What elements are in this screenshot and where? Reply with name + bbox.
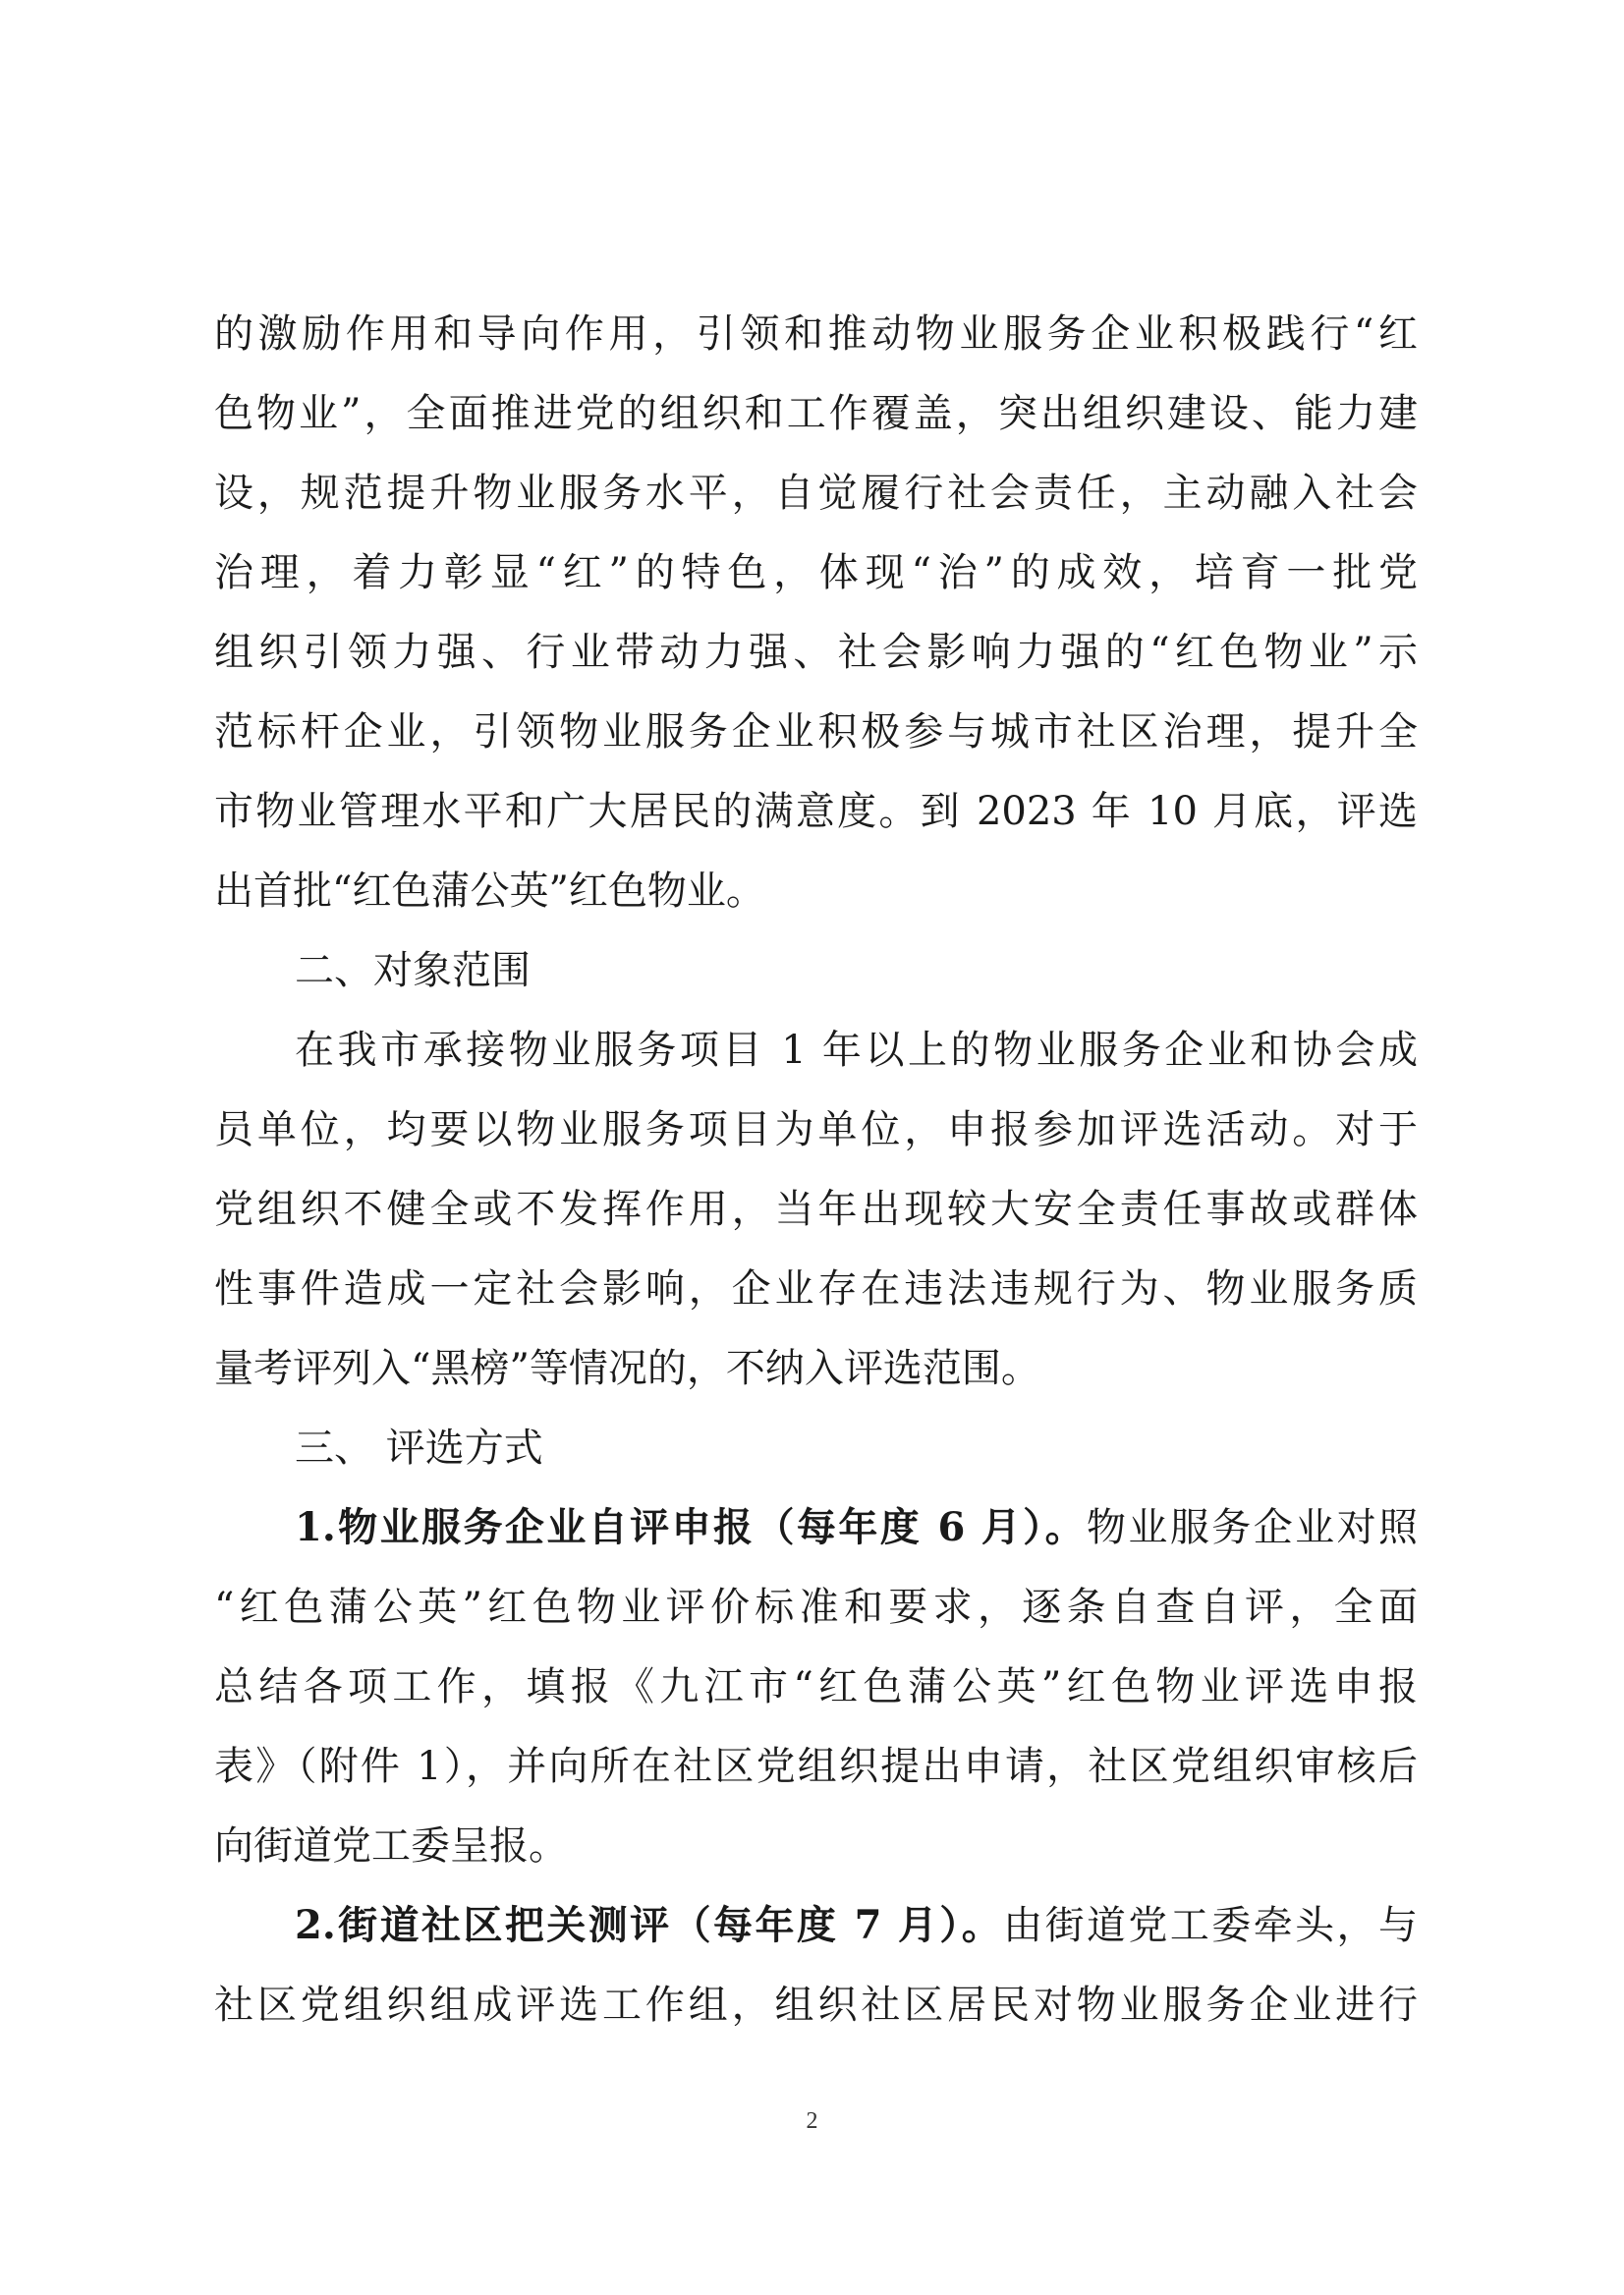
body-line: 社区党组织组成评选工作组，组织社区居民对物业服务企业进行	[214, 1983, 1418, 2028]
body-line: 表》（附件 1），并向所在社区党组织提出申请，社区党组织审核后	[214, 1744, 1418, 1789]
body-line: 设，规范提升物业服务水平，自觉履行社会责任，主动融入社会	[214, 471, 1418, 516]
body-line: 治理，着力彰显“红”的特色，体现“治”的成效，培育一批党	[214, 550, 1418, 595]
body-line: 总结各项工作，填报《九江市“红色蒲公英”红色物业评选申报	[214, 1664, 1418, 1709]
body-line: 员单位，均要以物业服务项目为单位，申报参加评选活动。对于	[214, 1107, 1418, 1152]
subsection-line	[295, 1886, 1418, 1965]
body-line: 市物业管理水平和广大居民的满意度。到 2023 年 10 月底，评选	[214, 789, 1418, 834]
page-number: 2	[806, 2108, 818, 2134]
body-line: 性事件造成一定社会影响，企业存在违法违规行为、物业服务质	[214, 1266, 1418, 1312]
body-line: 向街道党工委呈报。	[214, 1823, 568, 1869]
subsection-text: 物业服务企业对照	[1087, 1505, 1418, 1550]
subsection-title: 1.物业服务企业自评申报（每年度 6 月）。	[295, 1504, 1087, 1550]
body-line: 组织引领力强、行业带动力强、社会影响力强的“红色物业”示	[214, 630, 1418, 675]
body-line: 的激励作用和导向作用，引领和推动物业服务企业积极践行“红	[214, 311, 1418, 357]
body-line: 党组织不健全或不发挥作用，当年出现较大安全责任事故或群体	[214, 1187, 1418, 1232]
subsection-title: 2.街道社区把关测评（每年度 7 月）。	[295, 1902, 1004, 1948]
body-line: 色物业”，全面推进党的组织和工作覆盖，突出组织建设、能力建	[214, 391, 1418, 436]
subsection-text: 由街道党工委牵头，与	[1003, 1903, 1418, 1948]
body-line: 在我市承接物业服务项目 1 年以上的物业服务企业和协会成	[295, 1028, 1418, 1073]
subsection-line	[295, 1488, 1418, 1567]
body-line: 范标杆企业，引领物业服务企业积极参与城市社区治理，提升全	[214, 709, 1418, 755]
body-line: 出首批“红色蒲公英”红色物业。	[214, 868, 765, 914]
section-heading: 三、 评选方式	[295, 1426, 543, 1471]
body-line: 量考评列入“黑榜”等情况的，不纳入评选范围。	[214, 1346, 1040, 1391]
section-heading: 二、对象范围	[295, 948, 531, 993]
body-line: “红色蒲公英”红色物业评价标准和要求，逐条自查自评，全面	[214, 1585, 1418, 1630]
